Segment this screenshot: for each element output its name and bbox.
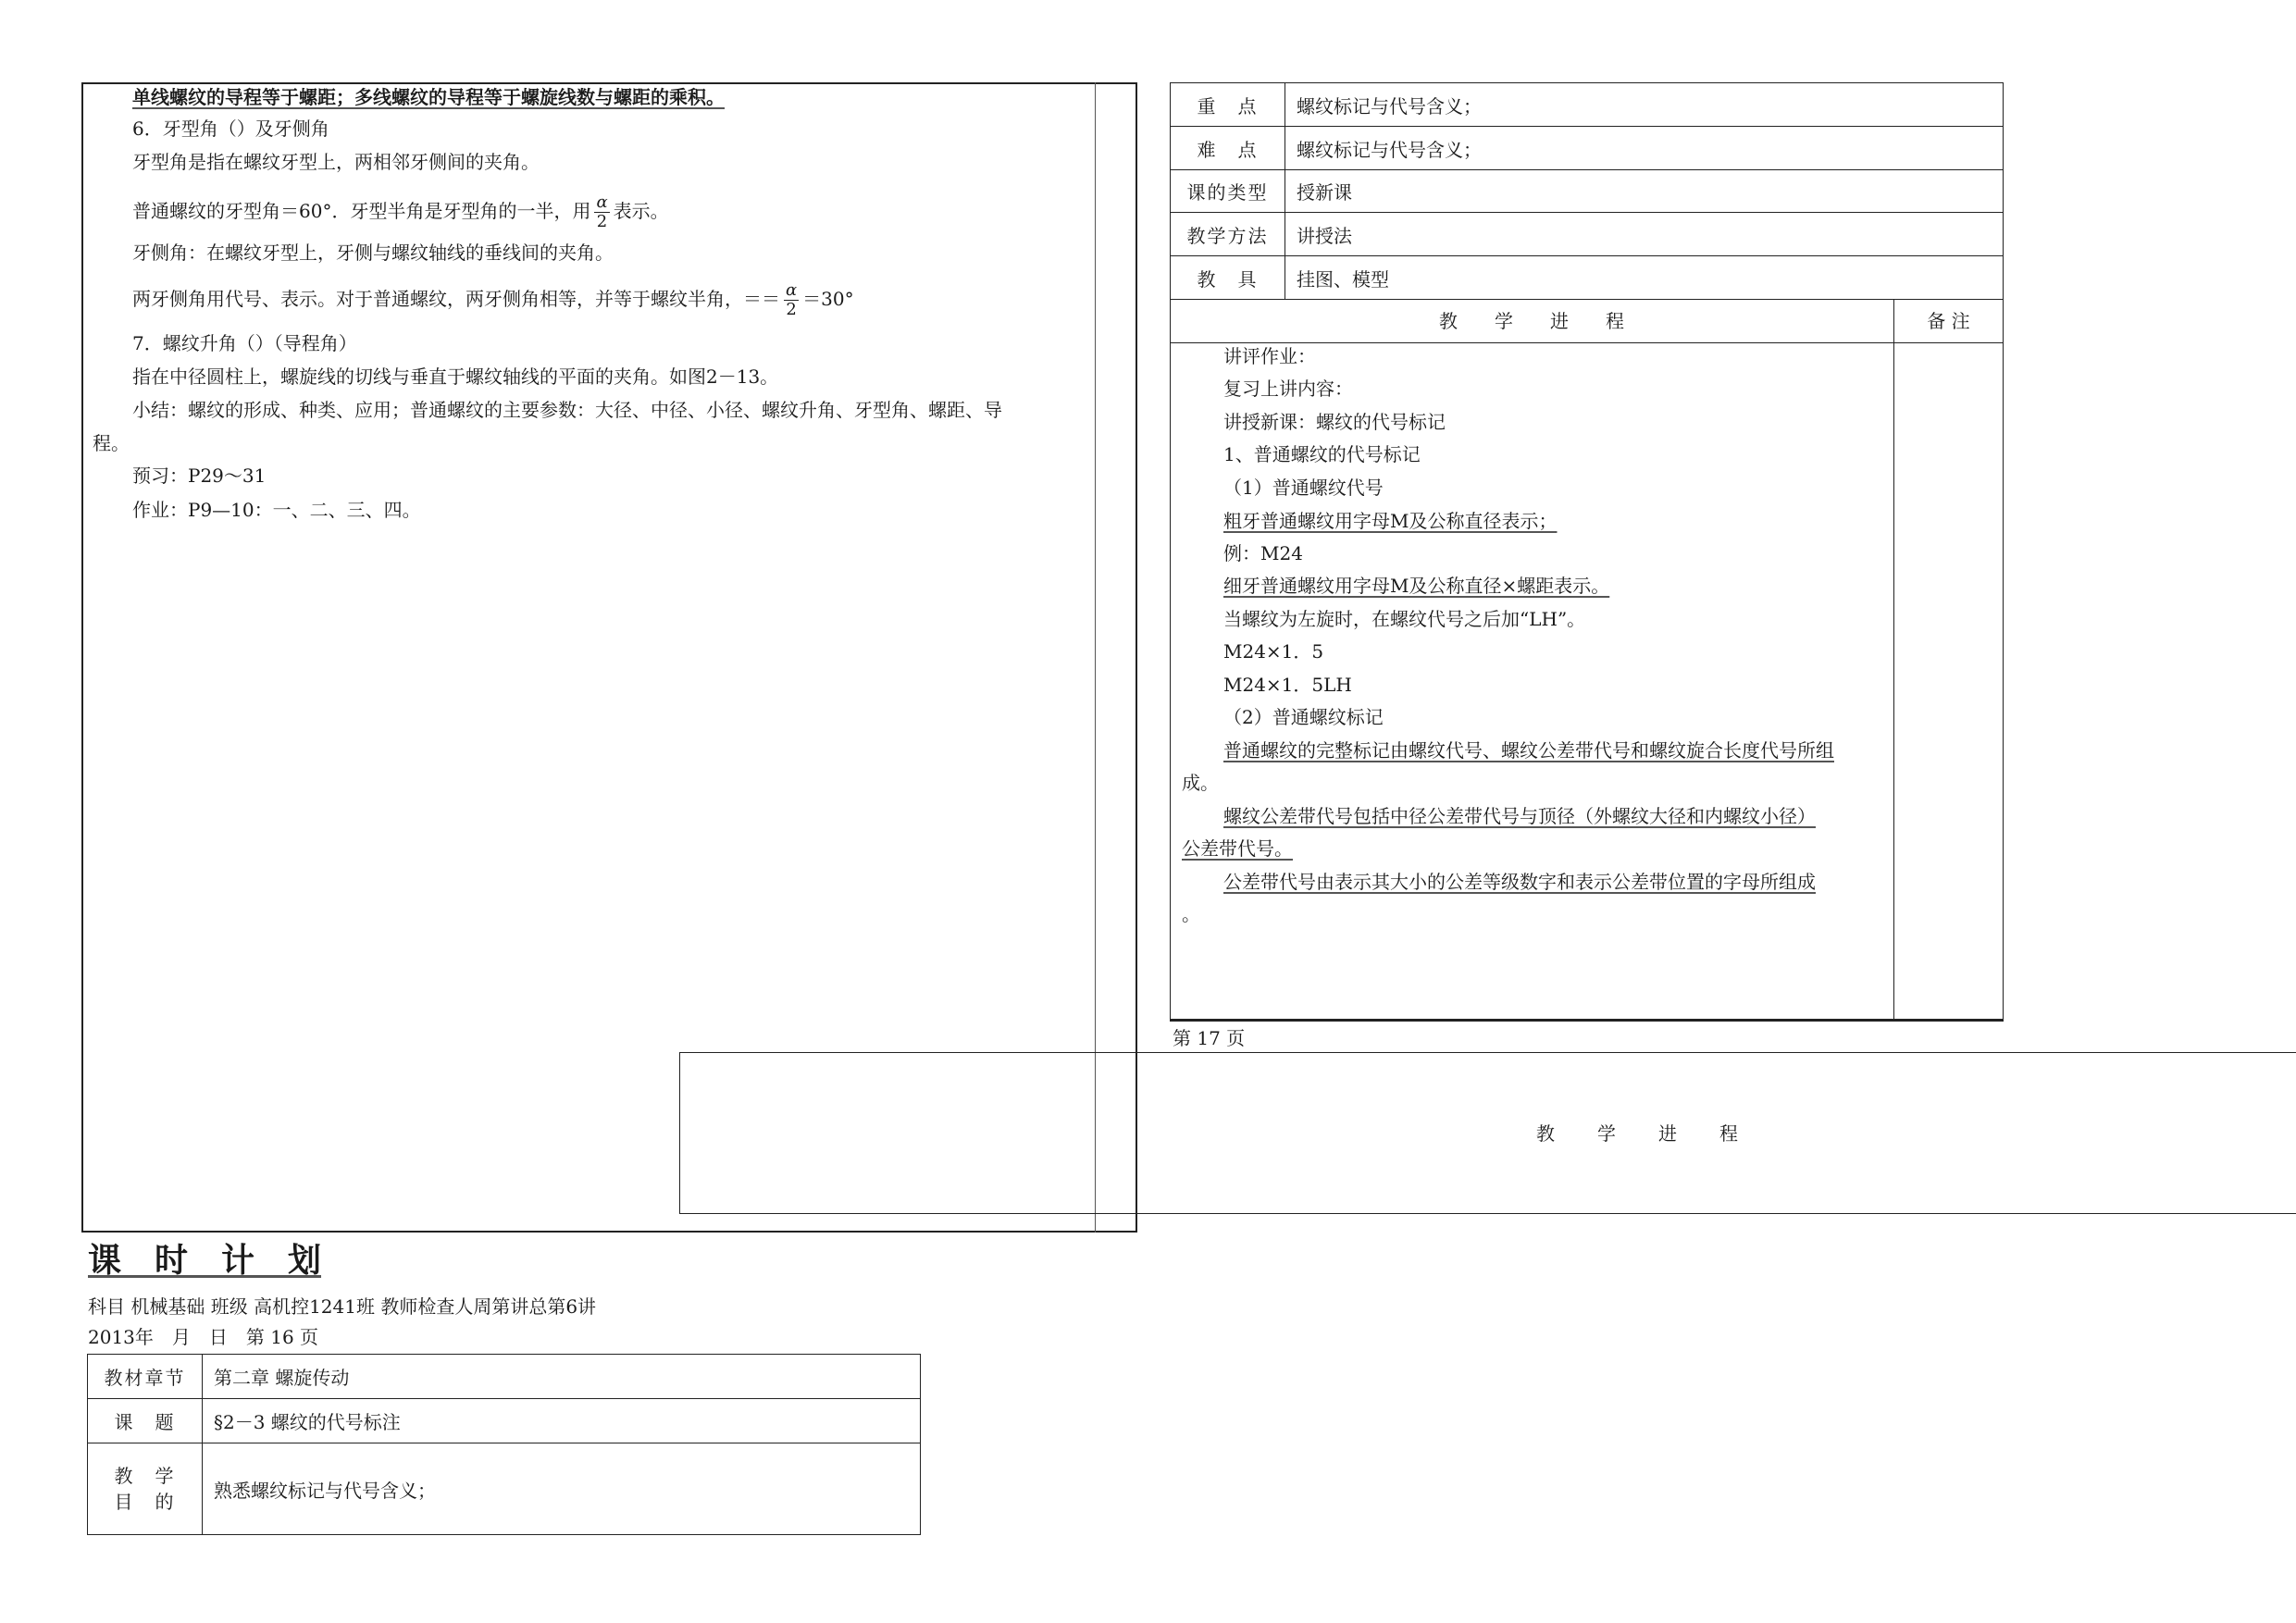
alpha-over-two-fraction-2: $\frac{\alpha}{2}$ (786, 280, 798, 319)
plan-value-topic: §2－3 螺纹的代号标注 (203, 1399, 921, 1443)
process-line-5: （1）普通螺纹代号 (1223, 477, 1384, 499)
process-line-6: 粗牙普通螺纹用字母M及公称直径表示； (1223, 510, 1558, 532)
process-line-11: M24×1．5LH (1223, 674, 1352, 696)
notes-column-divider (1893, 299, 1894, 1022)
table-row (1171, 256, 2004, 300)
notes-header: 备 注 (1927, 310, 1970, 332)
row-label-difficulty: 难 点 (1171, 127, 1285, 170)
flank-angle-symbol-line (132, 278, 854, 320)
table-row (88, 1443, 921, 1535)
plan-date-line: 2013年 月 日 第 16 页 (88, 1326, 319, 1348)
process-line-14: 成。 (1182, 772, 1219, 794)
plan-value-objective: 熟悉螺纹标记与代号含义； (203, 1443, 921, 1535)
bold-lead-line: 单线螺纹的导程等于螺距；多线螺纹的导程等于螺旋线数与螺距的乘积。 (132, 86, 725, 108)
item6-definition: 牙型角是指在螺纹牙型上，两相邻牙侧间的夹角。 (132, 151, 540, 173)
item7-definition: 指在中径圆柱上，螺旋线的切线与垂直于螺纹轴线的平面的夹角。如图2－13。 (132, 365, 779, 388)
plan-table (87, 1354, 921, 1535)
row-value-lesson-type: 授新课 (1285, 170, 2004, 213)
flank-angle-symbol-suffix: ＝30° (802, 288, 854, 310)
process-line-18: 。 (1182, 903, 1200, 925)
item6-angle-line (132, 190, 669, 232)
table-row (1171, 213, 2004, 256)
table-row (88, 1355, 921, 1399)
process-line-13: 普通螺纹的完整标记由螺纹代号、螺纹公差带代号和螺纹旋合长度代号所组 (1223, 739, 1834, 762)
flank-angle-symbol-prefix: 两牙侧角用代号、表示。对于普通螺纹，两牙侧角相等，并等于螺纹半角，＝＝ (132, 288, 780, 310)
process-line-7: 例：M24 (1223, 542, 1303, 564)
lesson-info-table (1170, 82, 2004, 300)
lower-process-header: 教 学 进 程 (1536, 1122, 1740, 1145)
row-label-lesson-type: 课的类型 (1171, 170, 1285, 213)
row-value-difficulty: 螺纹标记与代号含义； (1285, 127, 2004, 170)
alpha-over-two-fraction: $\frac{\alpha}{2}$ (596, 192, 608, 231)
item7-title: 7．螺纹升角（）（导程角） (132, 332, 357, 354)
row-label-focus: 重 点 (1171, 83, 1285, 127)
summary-line-2: 程。 (93, 432, 130, 454)
process-line-12: （2）普通螺纹标记 (1223, 706, 1384, 728)
plan-meta-line: 科目 机械基础 班级 高机控1241班 教师检查人周第讲总第6讲 (88, 1295, 597, 1318)
process-line-8: 细牙普通螺纹用字母M及公称直径×螺距表示。 (1223, 575, 1610, 597)
process-line-16: 公差带代号。 (1182, 837, 1293, 860)
table-row (1171, 127, 2004, 170)
row-value-method: 讲授法 (1285, 213, 2004, 256)
plan-value-chapter: 第二章 螺旋传动 (203, 1355, 921, 1399)
process-line-2: 复习上讲内容： (1223, 378, 1353, 400)
item6-title: 6．牙型角（）及牙侧角 (132, 118, 329, 140)
homework-line: 作业：P9—10：一、二、三、四。 (132, 499, 421, 521)
item6-angle-suffix: 表示。 (613, 200, 669, 222)
plan-label-objective: 教 学 目 的 (88, 1443, 203, 1535)
row-label-teaching-aids: 教 具 (1171, 256, 1285, 300)
row-label-method: 教学方法 (1171, 213, 1285, 256)
table-row (1171, 170, 2004, 213)
row-value-teaching-aids: 挂图、模型 (1285, 256, 2004, 300)
process-line-15: 螺纹公差带代号包括中径公差带代号与顶径（外螺纹大径和内螺纹小径） (1223, 805, 1816, 827)
process-line-9: 当螺纹为左旋时，在螺纹代号之后加“LH”。 (1223, 608, 1586, 630)
plan-label-chapter: 教材章节 (88, 1355, 203, 1399)
table-row (88, 1399, 921, 1443)
process-line-3: 讲授新课：螺纹的代号标记 (1223, 411, 1446, 433)
plan-label-topic: 课 题 (88, 1399, 203, 1443)
page-number-17: 第 17 页 (1173, 1027, 1246, 1049)
process-line-4: 1、普通螺纹的代号标记 (1223, 443, 1421, 465)
flank-angle-definition: 牙侧角：在螺纹牙型上，牙侧与螺纹轴线的垂线间的夹角。 (132, 242, 614, 264)
preview-line: 预习：P29～31 (132, 465, 267, 487)
item6-angle-prefix: 普通螺纹的牙型角＝60°．牙型半角是牙型角的一半，用 (132, 200, 591, 222)
process-line-1: 讲评作业： (1223, 345, 1316, 367)
plan-title: 课 时 计 划 (88, 1241, 322, 1280)
row-value-focus: 螺纹标记与代号含义； (1285, 83, 2004, 127)
summary-line-1: 小结：螺纹的形成、种类、应用；普通螺纹的主要参数：大径、中径、小径、螺纹升角、牙型角、螺距、导 (132, 399, 1002, 421)
table-row (1171, 83, 2004, 127)
lower-process-box (679, 1052, 2296, 1214)
process-line-10: M24×1．5 (1223, 640, 1324, 663)
process-header: 教 学 进 程 (1439, 310, 1624, 332)
process-line-17: 公差带代号由表示其大小的公差等级数字和表示公差带位置的字母所组成 (1223, 871, 1816, 893)
